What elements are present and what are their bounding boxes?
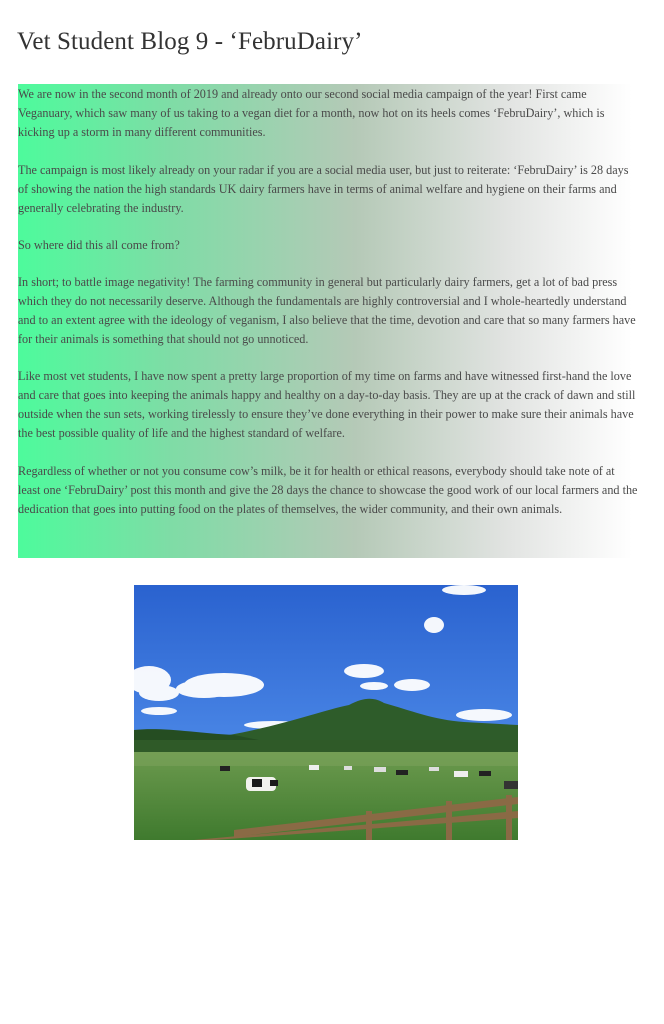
article-subheading: So where did this all come from? (18, 238, 180, 252)
article-paragraph: The campaign is most likely already on your radar if you are a social media user, but just to reiterate: ‘FebruDairy’ is 28 days of showing the nation the high standards UK dairy farmers have in terms of animal welfare and hygiene on their farms and generally celebrating the industry. (18, 163, 629, 215)
page-title: Vet Student Blog 9 - ‘FebruDairy’ (17, 28, 363, 55)
article-body (18, 84, 638, 558)
article-paragraph: Regardless of whether or not you consume cow’s milk, be it for health or ethical reasons, everybody should take note of at least one ‘FebruDairy’ post this month and give the 28 days the chance to showcase the good work of our local farmers and the dedication that goes into putting food on the plates of themselves, the wider community, and their own animals. (18, 464, 638, 516)
article-paragraph: Like most vet students, I have now spent a pretty large proportion of my time on farms and have witnessed first-hand the love and care that goes into keeping the animals happy and healthy on a day-to-day basis. They are up at the crack of dawn and still outside when the sun sets, working tirelessly to ensure they’ve done everything in their power to make sure their animals have the best possible quality of life and the highest standard of welfare. (18, 369, 636, 440)
article-paragraph: We are now in the second month of 2019 and already onto our second social media campaign of the year! First came Veganuary, which saw many of us taking to a vegan diet for a month, now hot on its heels comes ‘FebruDairy’, which is kicking up a storm in many different communities. (18, 87, 605, 139)
article-paragraph: In short; to battle image negativity! The farming community in general but particularly dairy farmers, get a lot of bad press which they do not necessarily deserve. Although the fundamentals are highly controversial and I whole-heartedly understand and to an extent agree with the ideology of veganism, I also believe that the time, devotion and care that so many farmers have for their animals is something that should not go unnoticed. (18, 275, 636, 346)
farm-landscape-photo (134, 585, 518, 840)
